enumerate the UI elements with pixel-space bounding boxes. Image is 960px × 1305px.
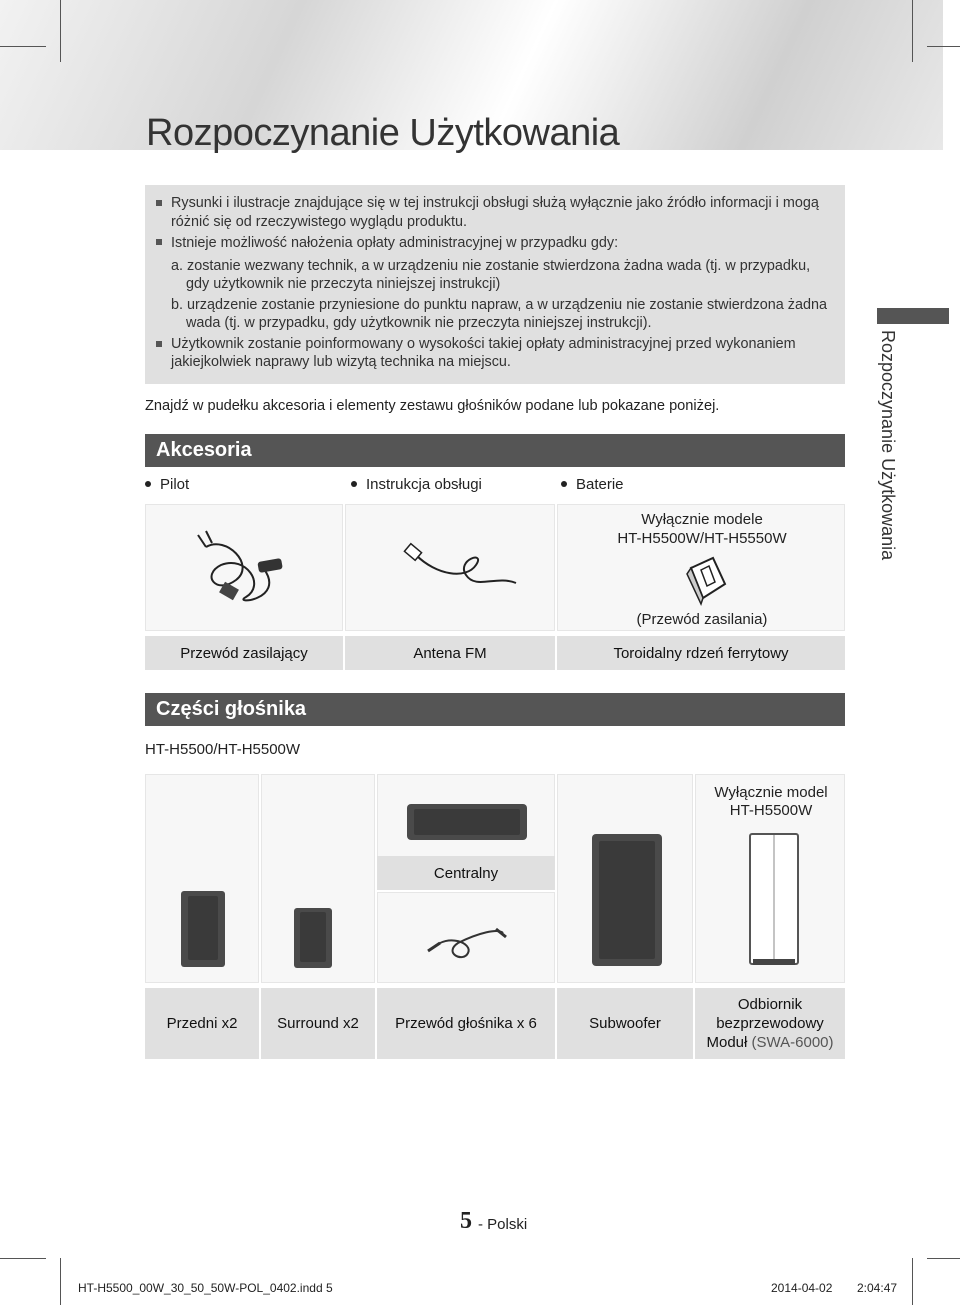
- note-text: a. zostanie wezwany technik, a w urządzeniu nie zostanie stwierdzona żadna wada (tj. w przypadku,: [171, 258, 811, 274]
- ferrite-core-icon: [683, 554, 729, 608]
- note-text: Istnieje możliwość nałożenia opłaty administracyjnej w przypadku gdy:: [171, 235, 619, 251]
- receiver-model: (SWA-6000): [747, 1034, 834, 1051]
- side-tab-label: [868, 330, 908, 570]
- crop-mark: [60, 0, 61, 62]
- fm-antenna-cell: [345, 504, 555, 631]
- bullet-square: [156, 341, 162, 347]
- note-text: gdy użytkownik nie przeczyta niniejszej instrukcji): [186, 276, 501, 292]
- exclusive-line: HT-H5500W/HT-H5550W: [617, 530, 787, 547]
- exclusive-line: HT-H5500W: [729, 802, 813, 819]
- front-speaker-cell: [145, 774, 259, 983]
- speaker-cable-icon: [378, 893, 556, 984]
- imprint-time: 2:04:47: [857, 1281, 898, 1295]
- note-text: Rysunki i ilustracje znajdujące się w tej instrukcji obsługi służą wyłącznie jako źródło informacji i mogą: [171, 195, 819, 211]
- note-text: Użytkownik zostanie poinformowany o wysokości takiej opłaty administracyjnej przed wykonaniem: [171, 336, 796, 352]
- crop-mark: [0, 46, 46, 47]
- accessories-heading: Akcesoria: [145, 434, 845, 467]
- receiver-line: Odbiornik: [737, 996, 803, 1013]
- accessory-bullet: [145, 476, 189, 493]
- side-tab-text: Rozpoczynanie Użytkowania: [878, 330, 898, 561]
- center-label: Centralny: [377, 856, 555, 890]
- bullet-square: [156, 239, 162, 245]
- power-cord-cell: [145, 504, 343, 631]
- page-language: - Polski: [478, 1216, 528, 1233]
- wireless-module-icon: [749, 833, 799, 967]
- accessory-label: Antena FM: [345, 636, 555, 670]
- front-speaker-icon: [180, 890, 226, 968]
- model-label: HT-H5500/HT-H5500W: [145, 741, 301, 758]
- core-caption: (Przewód zasilania): [636, 611, 768, 628]
- speaker-parts-heading: Części głośnika: [145, 693, 845, 726]
- accessory-bullet: [561, 476, 624, 493]
- note-text: wada (tj. w przypadku, gdy użytkownik nie przeczyta niniejszej instrukcji).: [186, 315, 652, 331]
- fm-antenna-icon: [346, 505, 556, 632]
- speaker-label: Surround x2: [261, 988, 375, 1059]
- subwoofer-cell: [557, 774, 693, 983]
- speaker-label: Przewód głośnika x 6: [377, 988, 555, 1059]
- speaker-label: Subwoofer: [557, 988, 693, 1059]
- exclusive-line: Wyłącznie model: [714, 784, 828, 801]
- note-text: różnić się od rzeczywistego wyglądu produktu.: [171, 214, 467, 230]
- wireless-module-cell: [695, 774, 845, 983]
- speaker-label: Przedni x2: [145, 988, 259, 1059]
- bullet-square: [156, 200, 162, 206]
- note-text: jakiejkolwiek naprawy lub wizytą technika na miejscu.: [171, 354, 511, 370]
- crop-mark: [0, 1258, 46, 1259]
- speaker-cable-cell: [377, 892, 555, 983]
- receiver-module: Moduł: [706, 1034, 748, 1051]
- imprint-file: HT-H5500_00W_30_50_50W-POL_0402.indd 5: [78, 1281, 333, 1295]
- page-number: 5: [460, 1208, 472, 1234]
- bullet-label: Baterie: [576, 476, 624, 493]
- surround-speaker-cell: [261, 774, 375, 983]
- bullet-dot: [351, 481, 357, 487]
- side-tab-bar: [877, 308, 949, 324]
- power-cord-icon: [146, 505, 344, 632]
- crop-mark: [927, 46, 960, 47]
- center-speaker-icon: [406, 802, 528, 842]
- page-title: Rozpoczynanie Użytkowania: [146, 112, 620, 154]
- surround-speaker-icon: [293, 907, 333, 969]
- crop-mark: [912, 0, 913, 62]
- intro-text: Znajdź w pudełku akcesoria i elementy zestawu głośników podane lub pokazane poniżej.: [145, 398, 720, 414]
- receiver-label: [695, 988, 845, 1059]
- accessory-bullet: [351, 476, 482, 493]
- exclusive-line: Wyłącznie modele: [641, 511, 763, 528]
- subwoofer-icon: [591, 833, 663, 967]
- notes-box: [145, 185, 845, 384]
- accessory-label: Przewód zasilający: [145, 636, 343, 670]
- bullet-dot: [561, 481, 567, 487]
- bullet-label: Pilot: [160, 476, 190, 493]
- ferrite-core-cell: [557, 504, 845, 631]
- imprint-date: 2014-04-02: [771, 1281, 833, 1295]
- crop-mark: [60, 1258, 61, 1305]
- bullet-dot: [145, 481, 151, 487]
- accessory-label: Toroidalny rdzeń ferrytowy: [557, 636, 845, 670]
- receiver-line: bezprzewodowy: [716, 1015, 824, 1032]
- crop-mark: [927, 1258, 960, 1259]
- note-text: b. urządzenie zostanie przyniesione do punktu napraw, a w urządzeniu nie zostanie stwierdzona żadna: [171, 297, 827, 313]
- receiver-line: [707, 1033, 834, 1052]
- bullet-label: Instrukcja obsługi: [366, 476, 482, 493]
- crop-mark: [912, 1258, 913, 1305]
